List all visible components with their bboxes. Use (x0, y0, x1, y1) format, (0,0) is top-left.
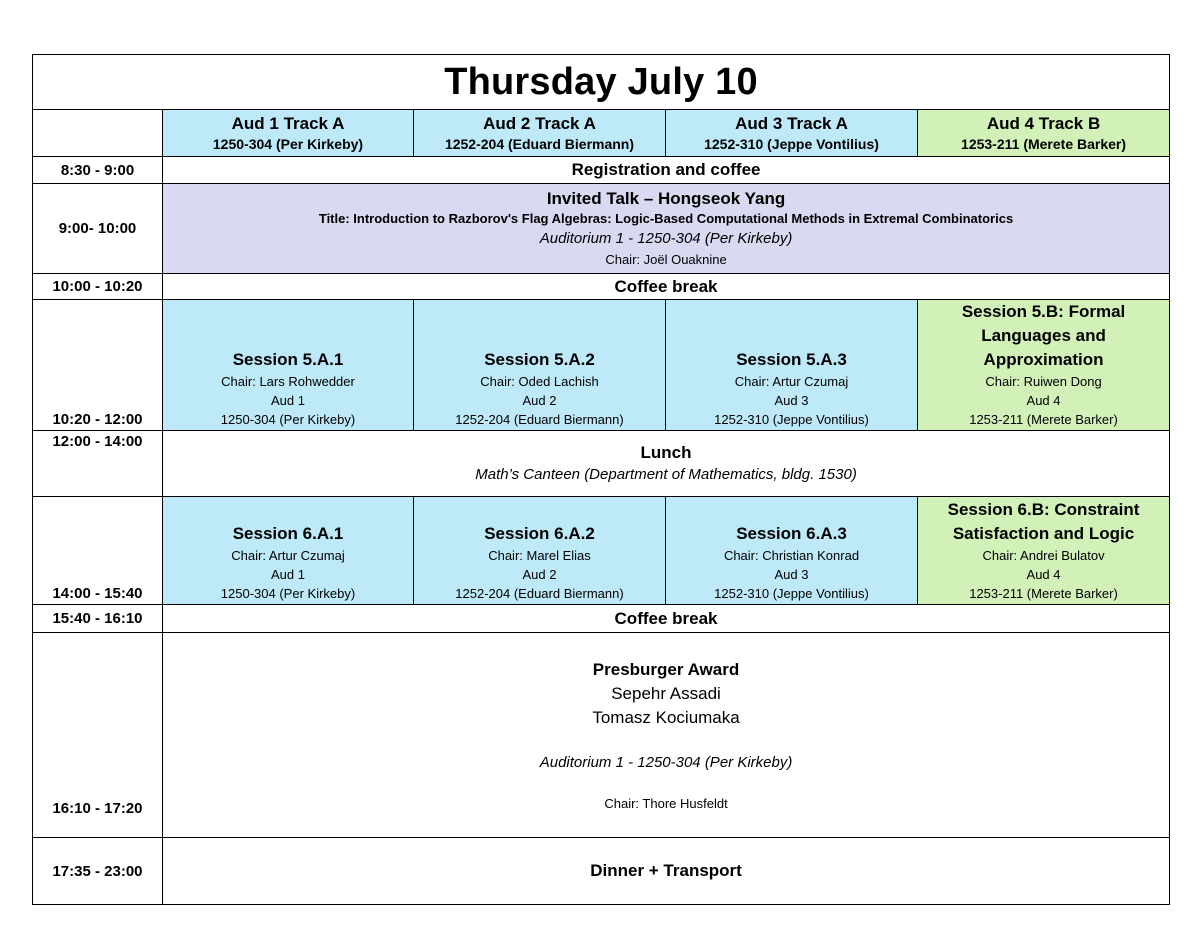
award-recipient: Tomasz Kociumaka (592, 707, 740, 727)
award-location: Auditorium 1 - 1250-304 (Per Kirkeby) (539, 753, 793, 771)
session-title: Session 6.B: Constraint (947, 500, 1140, 519)
invited-talk-cell (163, 184, 1170, 274)
dinner-label: Dinner + Transport (163, 838, 1170, 905)
session-title: Session 5.A.1 (232, 350, 344, 369)
session-title: Session 6.A.2 (484, 524, 595, 543)
award-chair: Chair: Thore Husfeldt (604, 795, 728, 811)
track-header-4 (918, 110, 1170, 157)
header-empty-cell (33, 110, 163, 157)
track-header-3 (666, 110, 918, 157)
track-name: Aud 2 Track A (483, 113, 596, 133)
session-cell (414, 300, 666, 431)
tracks-header-row (33, 110, 1170, 157)
track-header-1 (163, 110, 414, 157)
session-chair: Chair: Artur Czumaj (734, 374, 849, 389)
session-room: 1252-204 (Eduard Biermann) (455, 412, 624, 427)
invited-talk-row (33, 184, 1170, 274)
session-chair: Chair: Artur Czumaj (231, 548, 345, 563)
award-row (33, 633, 1170, 838)
session-aud: Aud 2 (522, 567, 557, 582)
invited-talk-title: Invited Talk – Hongseok Yang (546, 189, 786, 208)
track-room: 1250-304 (Per Kirkeby) (212, 135, 364, 152)
session-cell (918, 497, 1170, 605)
session-cell (918, 300, 1170, 431)
session-chair: Chair: Andrei Bulatov (982, 548, 1105, 563)
dinner-row (33, 838, 1170, 905)
session-aud: Aud 3 (774, 393, 809, 408)
invited-talk-subtitle: Title: Introduction to Razborov's Flag Algebras: Logic-Based Computational Methods in Extremal Combinatorics (318, 211, 1014, 226)
award-title: Presburger Award (592, 659, 740, 679)
time-cell: 15:40 - 16:10 (33, 605, 163, 633)
award-recipient: Sepehr Assadi (611, 683, 721, 703)
session-aud: Aud 3 (774, 567, 809, 582)
session-aud: Aud 1 (271, 567, 305, 582)
session-title: Languages and (981, 326, 1106, 345)
time-cell: 16:10 - 17:20 (33, 633, 163, 838)
coffee-break-row (33, 605, 1170, 633)
session-room: 1252-310 (Jeppe Vontilius) (714, 412, 869, 427)
session-title: Session 5.B: Formal (961, 302, 1126, 321)
time-cell: 12:00 - 14:00 (33, 431, 163, 497)
session-chair: Chair: Marel Elias (488, 548, 591, 563)
session-chair: Chair: Ruiwen Dong (985, 374, 1102, 389)
time-cell: 10:00 - 10:20 (33, 274, 163, 300)
lunch-row (33, 431, 1170, 497)
track-name: Aud 1 Track A (231, 113, 345, 133)
time-cell: 8:30 - 9:00 (33, 157, 163, 184)
page-title: Thursday July 10 (33, 55, 1170, 110)
session-cell (666, 300, 918, 431)
track-header-2 (414, 110, 666, 157)
award-cell (163, 633, 1170, 838)
invited-talk-chair: Chair: Joël Ouaknine (605, 252, 727, 267)
track-name: Aud 3 Track A (735, 113, 848, 133)
track-room: 1252-204 (Eduard Biermann) (444, 135, 635, 152)
track-room: 1252-310 (Jeppe Vontilius) (704, 135, 879, 152)
session-room: 1253-211 (Merete Barker) (969, 586, 1118, 601)
session-cell (163, 497, 414, 605)
session-aud: Aud 4 (1026, 567, 1061, 582)
time-cell: 17:35 - 23:00 (33, 838, 163, 905)
registration-label: Registration and coffee (163, 157, 1170, 184)
session-chair: Chair: Lars Rohwedder (221, 374, 355, 389)
session-room: 1250-304 (Per Kirkeby) (220, 412, 356, 427)
session-title: Session 5.A.3 (736, 350, 847, 369)
invited-talk-location: Auditorium 1 - 1250-304 (Per Kirkeby) (539, 230, 793, 247)
lunch-cell (163, 431, 1170, 497)
session-block-5-row (33, 300, 1170, 431)
coffee-break-label: Coffee break (163, 274, 1170, 300)
lunch-label: Lunch (640, 442, 692, 462)
session-chair: Chair: Christian Konrad (723, 548, 860, 563)
session-aud: Aud 2 (522, 393, 557, 408)
session-cell (163, 300, 414, 431)
session-room: 1252-204 (Eduard Biermann) (455, 586, 624, 601)
coffee-break-label: Coffee break (163, 605, 1170, 633)
session-cell (666, 497, 918, 605)
session-room: 1253-211 (Merete Barker) (969, 412, 1118, 427)
session-room: 1252-310 (Jeppe Vontilius) (714, 586, 869, 601)
time-cell: 14:00 - 15:40 (33, 497, 163, 605)
time-cell: 10:20 - 12:00 (33, 300, 163, 431)
coffee-break-row (33, 274, 1170, 300)
time-cell: 9:00- 10:00 (33, 184, 163, 274)
session-block-6-row (33, 497, 1170, 605)
session-title: Session 6.A.1 (232, 524, 344, 543)
registration-row (33, 157, 1170, 184)
session-title: Approximation (983, 350, 1104, 369)
session-title: Satisfaction and Logic (952, 524, 1135, 543)
session-aud: Aud 4 (1026, 393, 1061, 408)
track-name: Aud 4 Track B (986, 113, 1101, 133)
session-room: 1250-304 (Per Kirkeby) (220, 586, 356, 601)
session-cell (414, 497, 666, 605)
lunch-location: Math’s Canteen (Department of Mathematics, bldg. 1530) (475, 465, 857, 483)
session-chair: Chair: Oded Lachish (480, 374, 599, 389)
session-title: Session 6.A.3 (736, 524, 847, 543)
session-aud: Aud 1 (271, 393, 305, 408)
track-room: 1253-211 (Merete Barker) (961, 135, 1127, 152)
session-title: Session 5.A.2 (484, 350, 595, 369)
schedule-table (32, 54, 1170, 905)
